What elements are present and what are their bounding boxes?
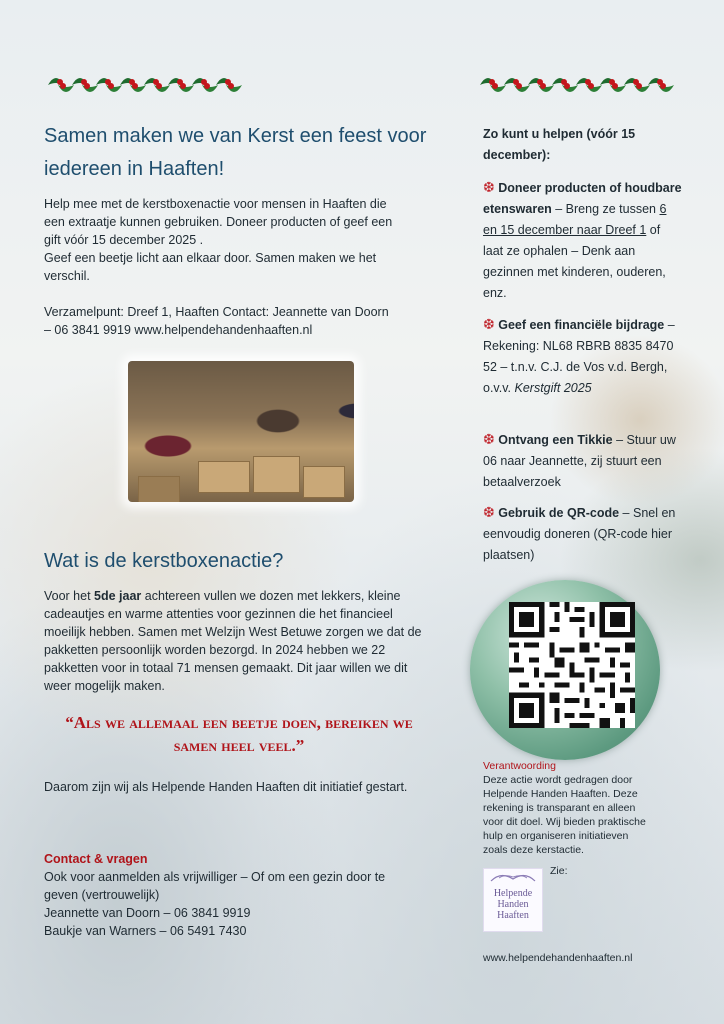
help-item-financial: ❆ Geef een financiële bijdrage – Rekening: NL68 RBRB 8835 8470 52 – t.n.v. C.J. de Vos v.d. Bergh, o.v.v. Kerstgift 2025 [483,316,675,395]
collection-line: Verzamelpunt: Dreef 1, Haaften Contact: Jeannette van Doorn [44,305,389,319]
contact-line: Ook voor aanmelden als vrijwilliger – Of om een gezin door te [44,870,386,884]
help-item-donate: ❆ Doneer producten of houdbare etenswaren – Breng ze tussen 6 en 15 december naar Dreef 1 of laat ze ophalen – Denk aan gezinnen met kinderen, ouderen, enz. [483,179,682,300]
contact-line: geven (vertrouwelijk) [44,888,160,902]
holly-garland-icon [476,68,676,102]
help-title: Zo kunt u helpen (vóór 15 december): [483,127,636,162]
snowflake-icon: ❆ [483,316,495,332]
intro-line: een extraatje kunnen gebruiken. Doneer producten of geef een [44,215,393,229]
holly-garland-icon [44,68,244,102]
intro-line: Help mee met de kerstboxenactie voor mensen in Haaften die [44,197,387,211]
intro-text [44,195,434,285]
contact-line: Jeannette van Doorn – 06 3841 9919 [44,906,251,920]
snowflake-icon: ❆ [483,179,495,195]
section-heading: Wat is de kerstboxenactie? [44,550,284,572]
intro-line: verschil. [44,269,90,283]
qr-code[interactable] [509,602,635,728]
contact-line: Baukje van Warners – 06 5491 7430 [44,924,247,938]
intro-line: gift vóór 15 december 2025 . [44,233,204,247]
volunteers-photo [128,361,354,502]
collection-info [44,303,434,339]
closing-text: Daarom zijn wij als Helpende Handen Haaften dit initiatief gestart. [44,780,408,794]
collection-line: – 06 3841 9919 www.helpendehandenhaaften.nl [44,323,313,337]
intro-line: Geef een beetje licht aan elkaar door. Samen maken we het [44,251,377,265]
accountability-text: Deze actie wordt gedragen door Helpende Handen Haaften. Deze rekening is transparant en alleen voor dit doel. Wij bieden praktische hulp en organiseren initiatieven zoals deze kerstactie. [483,774,646,856]
help-item-tikkie: ❆ Ontvang een Tikkie – Stuur uw 06 naar Jeannette, zij stuurt een betaalverzoek [483,431,676,489]
accountability-title: Verantwoording [483,760,556,772]
help-item-qr: ❆ Gebruik de QR-code – Snel en eenvoudig doneren (QR-code hier plaatsen) [483,504,676,562]
main-heading: Samen maken we van Kerst een feest voor iedereen in Haaften! [44,125,427,180]
hands-icon [485,869,541,885]
helpende-handen-logo [483,868,543,932]
snowflake-icon: ❆ [483,431,495,447]
logo-text: Helpende Handen Haaften [493,888,533,921]
accountability [483,759,653,857]
quote: “Als we allemaal een beetje doen, bereiken we samen heel veel.” [65,713,413,755]
contact-section [44,850,434,940]
see-label: Zie: [550,865,568,877]
website-link[interactable]: www.helpendehandenhaaften.nl [483,952,633,964]
action-description: Voor het 5de jaar achtereen vullen we dozen met lekkers, kleine cadeautjes en warme attenties voor gezinnen die het financieel moeilijk hebben. Samen met Welzijn West Betuwe zorgen we dat de pakketten persoonlijk worden bezorgd. In 2024 hebben we 22 pakketten voor in totaal 71 mensen gemaakt. Dit jaar willen we dit weer mogelijk maken. [44,589,422,693]
contact-title: Contact & vragen [44,852,148,866]
snowflake-icon: ❆ [483,504,495,520]
